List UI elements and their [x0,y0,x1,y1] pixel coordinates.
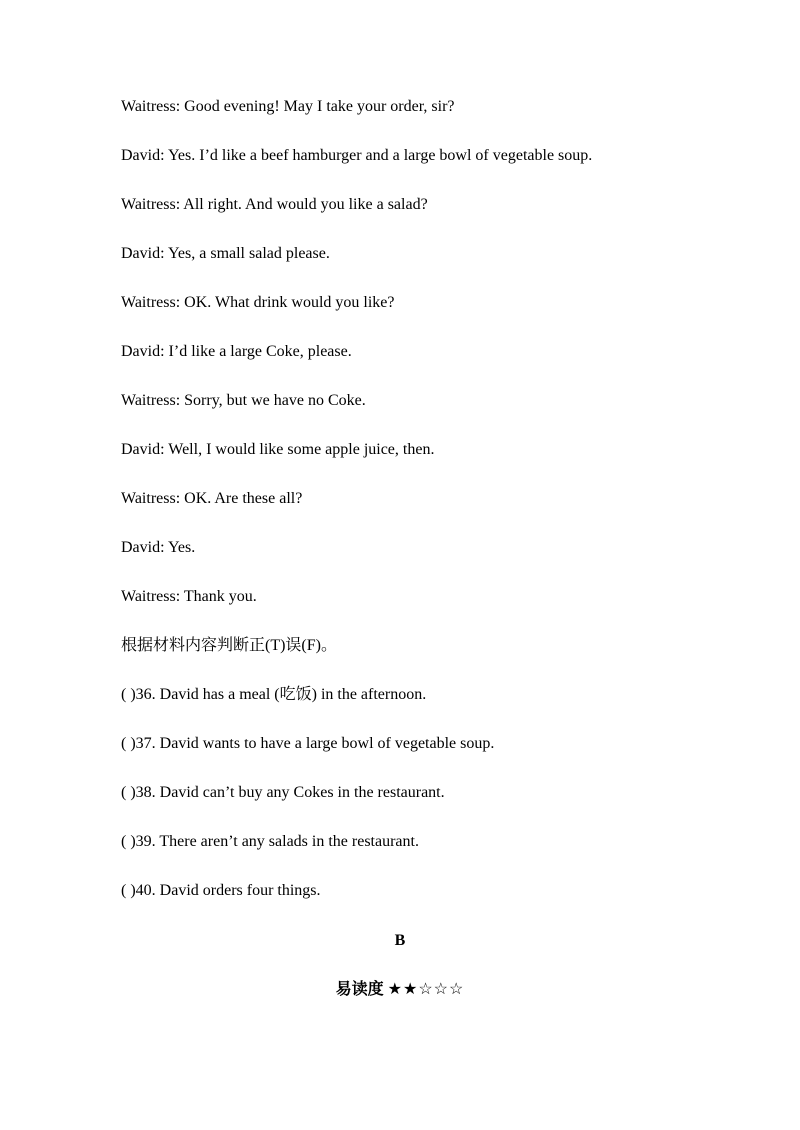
dialogue-line: Waitress: Sorry, but we have no Coke. [121,392,366,409]
dialogue-line: David: Well, I would like some apple juice, then. [121,441,435,458]
difficulty-rating [0,980,800,1000]
dialogue-line: Waitress: All right. And would you like a salad? [121,196,428,213]
question-item: ( )37. David wants to have a large bowl of vegetable soup. [121,735,495,752]
question-item: ( )36. David has a meal (吃饭) in the afternoon. [121,686,427,703]
dialogue-line: David: I’d like a large Coke, please. [121,343,352,360]
dialogue-line: David: Yes, a small salad please. [121,245,330,262]
section-heading: B [394,932,406,949]
instruction-text: 根据材料内容判断正(T)误(F)。 [121,637,337,654]
dialogue-line: Waitress: Good evening! May I take your order, sir? [121,98,455,115]
question-item: ( )39. There aren’t any salads in the restaurant. [121,833,419,850]
dialogue-line: Waitress: Thank you. [121,588,257,605]
dialogue-line: Waitress: OK. Are these all? [121,490,303,507]
question-item: ( )38. David can’t buy any Cokes in the restaurant. [121,784,445,801]
difficulty-label: 易读度 [335,981,384,998]
dialogue-line: David: Yes. I’d like a beef hamburger and a large bowl of vegetable soup. [121,147,593,164]
dialogue-line: David: Yes. [121,539,196,556]
dialogue-line: Waitress: OK. What drink would you like? [121,294,395,311]
question-item: ( )40. David orders four things. [121,882,321,899]
difficulty-stars: ★★☆☆☆ [387,981,465,998]
